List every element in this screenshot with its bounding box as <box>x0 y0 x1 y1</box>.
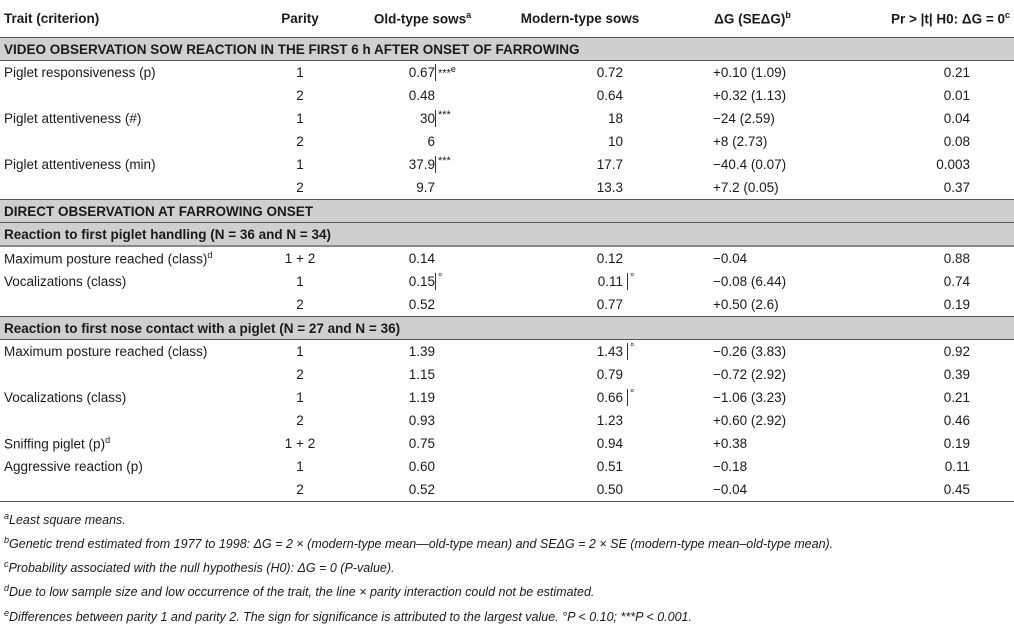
table-row <box>0 455 1014 478</box>
old-type-cell: 30 *** <box>419 109 451 126</box>
p-value-cell: 0.88 <box>943 251 970 266</box>
old-type-cell: 0.52 <box>350 478 495 502</box>
table-row <box>0 107 1014 130</box>
trait-cell <box>0 478 250 502</box>
significance-mark: *** <box>435 156 451 173</box>
old-type-cell: 0.93 <box>408 413 435 428</box>
delta-g-cell: −0.04 <box>713 251 748 266</box>
section-header-row <box>0 223 1014 247</box>
modern-type-cell: 0.11 ° <box>597 272 635 289</box>
header-parity: Parity <box>250 0 350 38</box>
trait-cell: Piglet attentiveness (#) <box>4 111 142 126</box>
p-value-cell: 0.01 <box>943 88 970 103</box>
p-value-cell: 0.46 <box>943 413 970 428</box>
modern-type-cell: 0.66 ° <box>596 388 635 405</box>
footnote: $^e$Differences between parity 1 and parity 2. The sign for significance is attributed to the largest value. °P < 0.10; ***P < 0.001. <box>4 607 692 624</box>
trait-cell: Sniffing piglet $(p)^d$ <box>4 435 111 452</box>
significance-mark: *** <box>435 110 451 127</box>
parity-cell: 1 + 2 <box>284 251 316 266</box>
delta-g-cell: +0.32 (1.13) <box>713 88 787 103</box>
parity-cell: 1 <box>296 65 304 80</box>
section-header-row <box>0 317 1014 340</box>
delta-g-cell: −0.08 (6.44) <box>713 274 787 289</box>
table-row <box>0 153 1014 176</box>
modern-type-cell: 18 <box>607 111 623 126</box>
p-value-cell: 0.19 <box>943 297 970 312</box>
footnote: $^d$Due to low sample size and low occurrence of the trait, the line × parity interaction could not be estimated. <box>4 583 595 600</box>
old-type-cell: 1.15 <box>408 367 435 382</box>
modern-type-cell: 1.43 ° <box>596 342 635 359</box>
parity-cell: 1 <box>296 111 304 126</box>
trait-cell: Piglet attentiveness (min) <box>4 157 156 172</box>
old-type-cell: 1.19 <box>408 390 435 405</box>
p-value-cell: 0.04 <box>943 111 970 126</box>
parity-cell: 1 <box>296 344 304 359</box>
delta-g-cell: +0.60 (2.92) <box>713 413 787 428</box>
trait-cell: Piglet responsiveness (p) <box>4 65 156 80</box>
significance-mark: ° <box>435 273 442 290</box>
delta-g-cell: +0.10 (1.09) <box>713 65 787 80</box>
trait-cell: Vocalizations (class) <box>4 390 127 405</box>
table-row <box>0 130 1014 153</box>
footnote: $^c$Probability associated with the null hypothesis (H0): ΔG = 0 (P-value). <box>4 559 395 576</box>
header-modern-type: Modern-type sows <box>495 0 665 38</box>
modern-type-cell: 0.64 <box>596 88 623 103</box>
parity-cell: 1 + 2 <box>284 436 316 451</box>
header-row <box>0 0 1014 38</box>
significance-mark: ***$^e$ <box>435 64 456 81</box>
section-title: VIDEO OBSERVATION SOW REACTION IN THE FIRST 6 h AFTER ONSET OF FARROWING <box>0 38 1014 61</box>
old-type-cell: 0.48 <box>408 88 435 103</box>
old-type-cell: 6 <box>427 134 435 149</box>
section-title: DIRECT OBSERVATION AT FARROWING ONSET <box>0 200 1014 223</box>
modern-type-cell: 0.51 <box>596 459 623 474</box>
header-old-type: Old-type sows$^a$ <box>350 0 495 38</box>
section-header-row <box>0 200 1014 223</box>
old-type-cell: 0.75 <box>408 436 435 451</box>
delta-g-cell: +7.2 (0.05) <box>713 180 779 195</box>
parity-cell: 1 <box>296 390 304 405</box>
significance-mark: ° <box>627 273 634 290</box>
table-row <box>0 61 1014 85</box>
delta-g-cell: −0.72 (2.92) <box>713 367 787 382</box>
table-row <box>0 176 1014 200</box>
parity-cell: 2 <box>296 297 304 312</box>
footnotes <box>0 502 1014 627</box>
trait-cell: Maximum posture reached (class)$^d$ <box>4 250 213 267</box>
parity-cell: 1 <box>296 459 304 474</box>
delta-g-cell: −0.26 (3.83) <box>713 344 787 359</box>
modern-type-cell: 0.50 <box>495 478 665 502</box>
section-title: Reaction to first nose contact with a piglet (N = 27 and N = 36) <box>0 317 1014 340</box>
table-row <box>0 478 1014 502</box>
modern-type-cell: 10 <box>607 134 623 149</box>
modern-type-cell: 0.94 <box>596 436 623 451</box>
trait-cell: Vocalizations (class) <box>4 274 127 289</box>
trait-cell <box>0 84 250 107</box>
trait-cell <box>0 293 250 317</box>
trait-cell <box>0 130 250 153</box>
old-type-cell: 0.15 ° <box>408 272 443 289</box>
delta-g-cell: −40.4 (0.07) <box>713 157 787 172</box>
old-type-cell: 37.9 *** <box>408 155 451 172</box>
table-row <box>0 246 1014 270</box>
modern-type-cell: 0.79 <box>596 367 623 382</box>
p-value-cell: 0.19 <box>943 436 970 451</box>
parity-cell: 2 <box>296 134 304 149</box>
p-value-cell: 0.74 <box>943 274 970 289</box>
section-title: Reaction to first piglet handling (N = 36 and N = 34) <box>0 223 1014 247</box>
p-value-cell: 0.003 <box>936 157 970 172</box>
p-value-cell: 0.45 <box>840 478 1014 502</box>
p-value-cell: 0.08 <box>943 134 970 149</box>
modern-type-cell: 17.7 <box>596 157 623 172</box>
trait-cell <box>0 176 250 200</box>
parity-cell: 2 <box>296 180 304 195</box>
parity-cell: 1 <box>296 274 304 289</box>
footnote: $^a$Least square means. <box>4 511 126 528</box>
table-row <box>0 340 1014 364</box>
section-header-row <box>0 38 1014 61</box>
delta-g-cell: −0.18 <box>713 459 748 474</box>
modern-type-cell: 13.3 <box>596 180 623 195</box>
delta-g-cell: +0.50 (2.6) <box>713 297 779 312</box>
significance-mark: ° <box>627 343 634 360</box>
trait-cell: Maximum posture reached (class) <box>4 344 208 359</box>
delta-g-cell: −0.04 <box>665 478 840 502</box>
table-row <box>0 432 1014 455</box>
trait-cell <box>0 409 250 432</box>
parity-cell: 2 <box>250 478 350 502</box>
modern-type-cell: 0.77 <box>596 297 623 312</box>
modern-type-cell: 0.12 <box>596 251 623 266</box>
old-type-cell: 9.7 <box>416 180 435 195</box>
table-row <box>0 84 1014 107</box>
table-row <box>0 363 1014 386</box>
parity-cell: 2 <box>296 88 304 103</box>
p-value-cell: 0.11 <box>944 459 970 474</box>
old-type-cell: 0.67 ***$^e$ <box>408 64 456 80</box>
table-row <box>0 386 1014 409</box>
p-value-cell: 0.92 <box>943 344 970 359</box>
delta-g-cell: −1.06 (3.23) <box>713 390 787 405</box>
p-value-cell: 0.21 <box>943 390 970 405</box>
old-type-cell: 0.14 <box>408 251 435 266</box>
parity-cell: 2 <box>296 367 304 382</box>
parity-cell: 2 <box>296 413 304 428</box>
header-p-value: Pr > |t| H0: $\Delta G = 0^c$ <box>840 0 1014 38</box>
delta-g-cell: +8 (2.73) <box>713 134 768 149</box>
old-type-cell: 0.60 <box>408 459 435 474</box>
table-row <box>0 409 1014 432</box>
modern-type-cell: 1.23 <box>596 413 623 428</box>
p-value-cell: 0.37 <box>943 180 970 195</box>
table-row <box>0 293 1014 317</box>
modern-type-cell: 0.72 <box>596 65 623 80</box>
trait-cell <box>0 363 250 386</box>
delta-g-cell: −24 (2.59) <box>713 111 775 126</box>
p-value-cell: 0.21 <box>943 65 970 80</box>
parity-cell: 1 <box>296 157 304 172</box>
old-type-cell: 1.39 <box>408 344 435 359</box>
header-delta-g: ΔG $(SE\Delta G)^b$ <box>665 0 840 38</box>
trait-cell: Aggressive reaction (p) <box>4 459 143 474</box>
table-row <box>0 270 1014 293</box>
delta-g-cell: +0.38 <box>713 436 748 451</box>
old-type-cell: 0.52 <box>408 297 435 312</box>
p-value-cell: 0.39 <box>943 367 970 382</box>
significance-mark: ° <box>627 389 634 406</box>
footnote: $^b$Genetic trend estimated from 1977 to 1998: ΔG = 2 × (modern-type mean—old-type mean) and SEΔG = 2 × SE (modern-type mean–old-type mean). <box>4 535 834 552</box>
header-trait: Trait (criterion) <box>0 0 250 38</box>
